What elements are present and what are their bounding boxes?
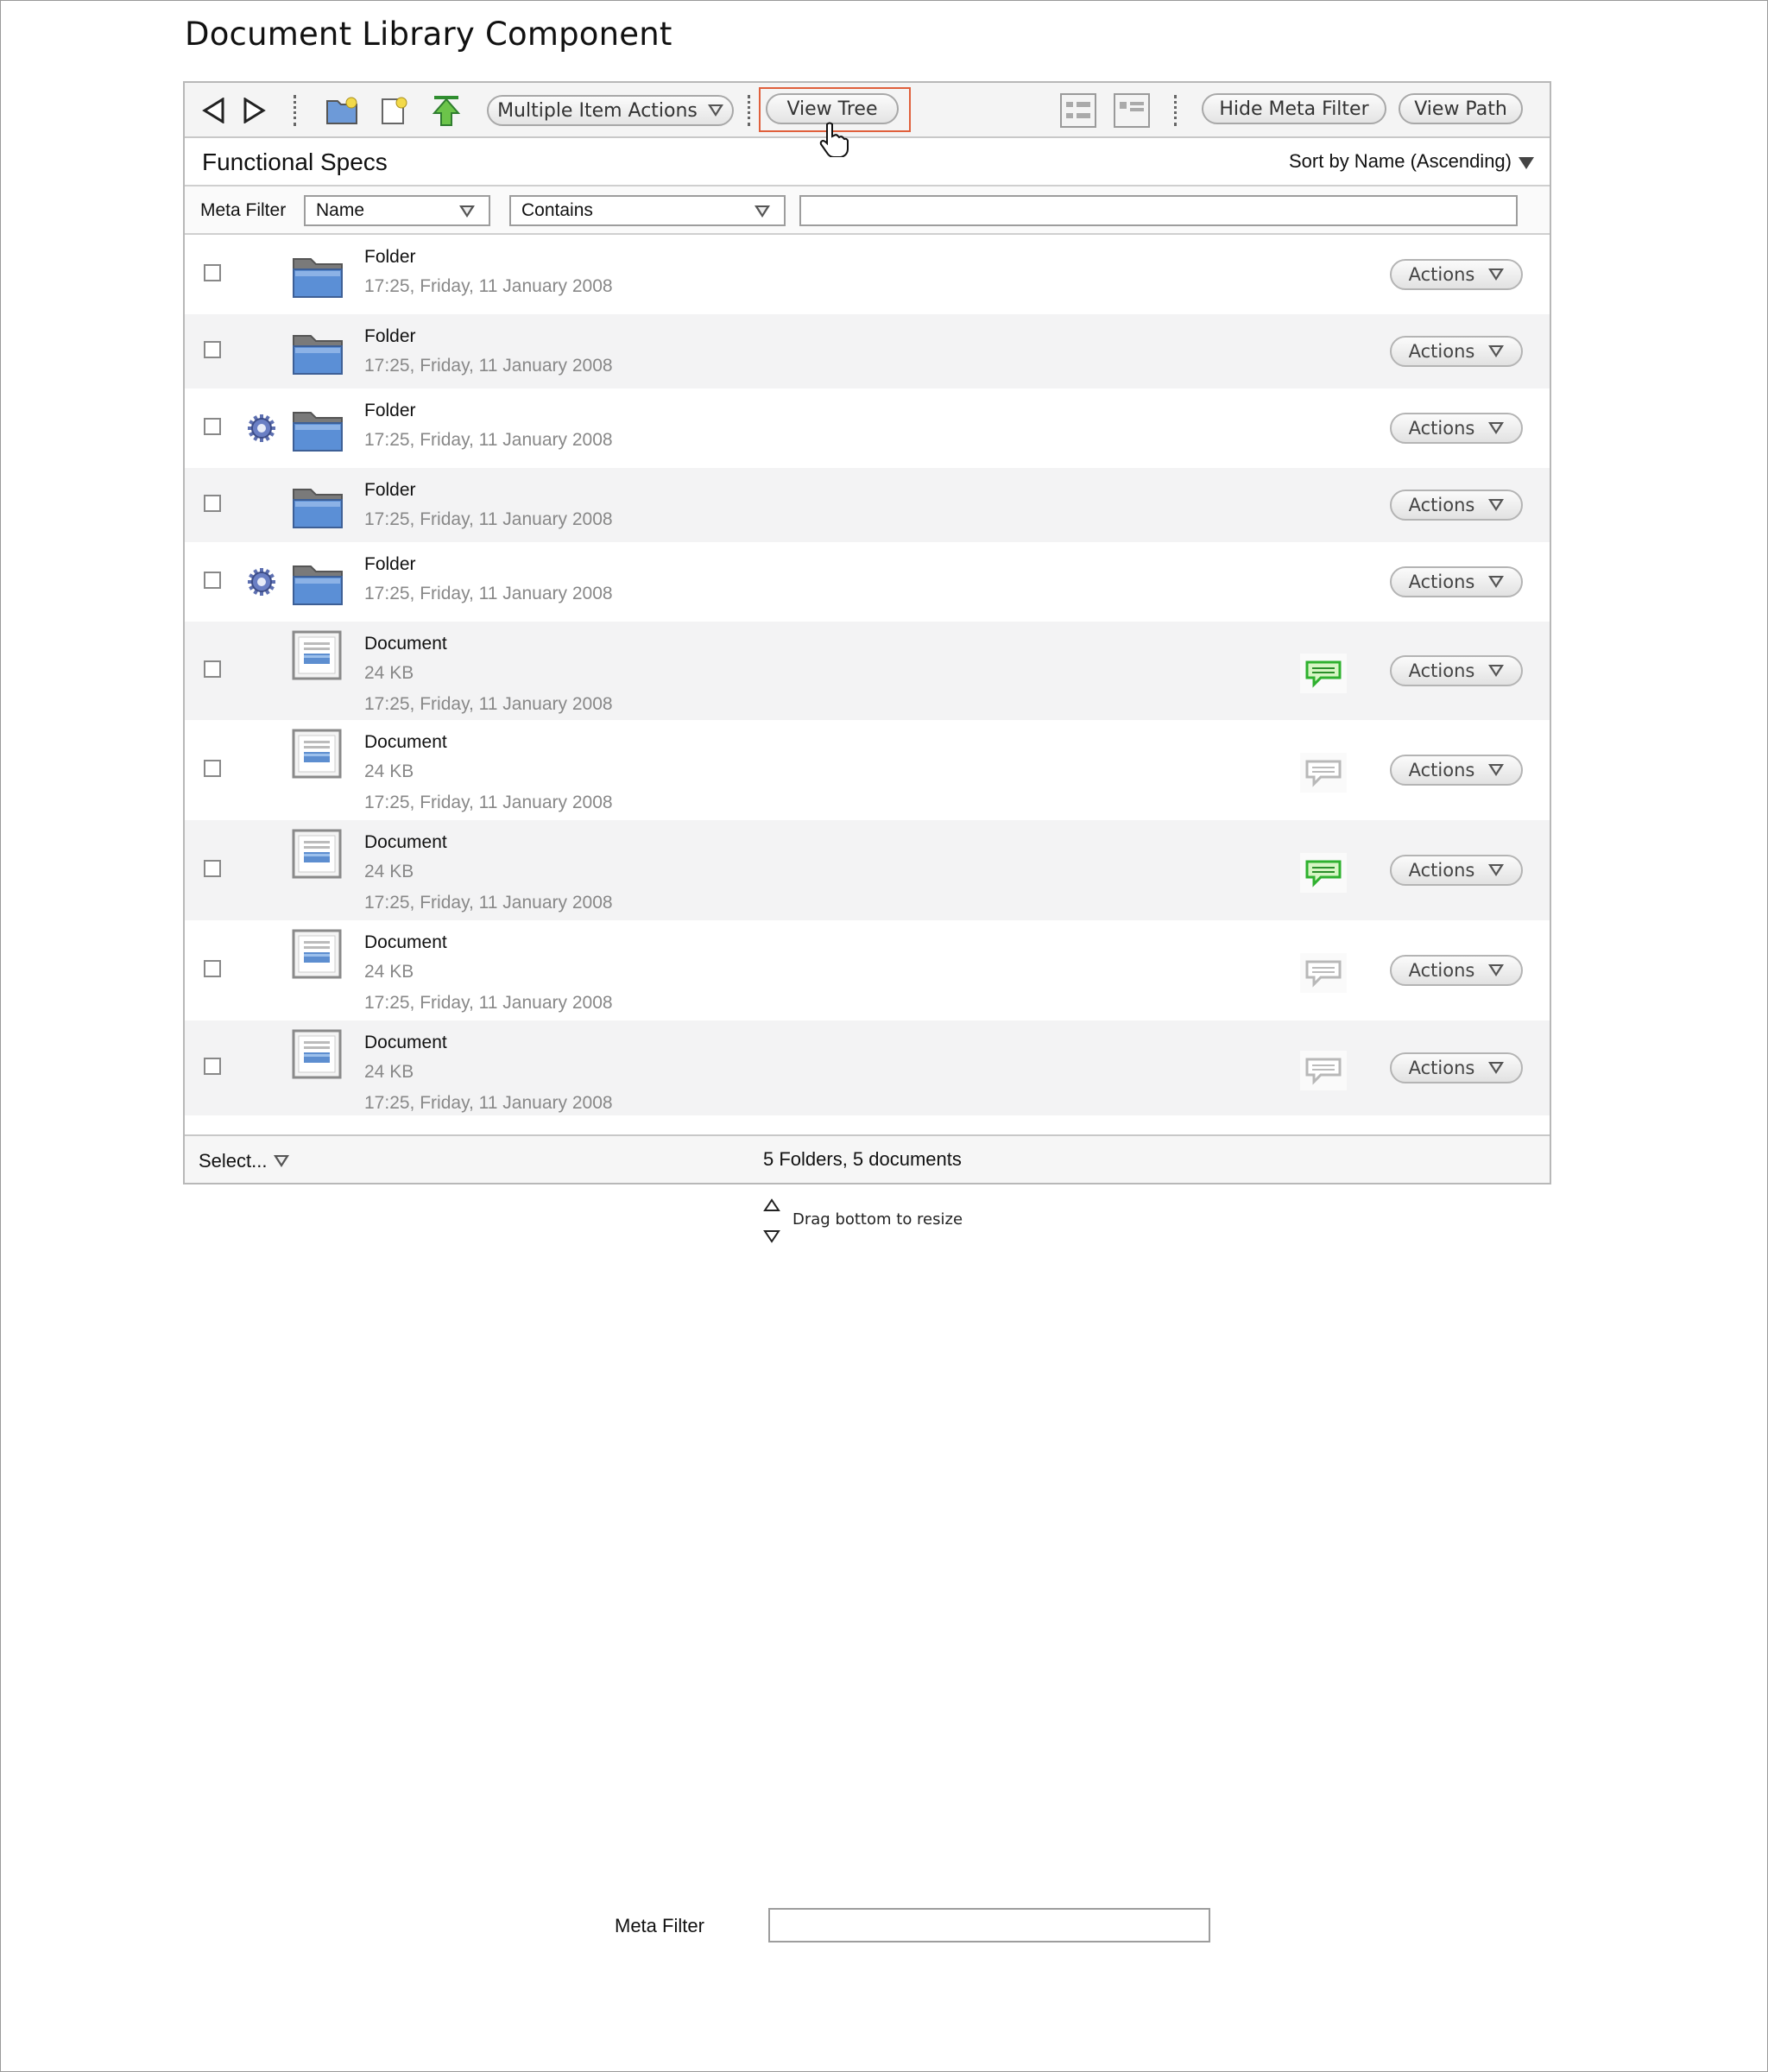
toolbar-separator	[294, 95, 296, 126]
item-name[interactable]: Document	[364, 932, 447, 952]
view-tree-button[interactable]	[766, 93, 899, 124]
chevron-down-icon	[459, 205, 475, 218]
upload-icon[interactable]	[430, 93, 463, 128]
view-path-label: View Path	[1414, 98, 1507, 120]
actions-label: Actions	[1408, 495, 1475, 515]
item-name[interactable]: Folder	[364, 480, 416, 500]
actions-button[interactable]	[1390, 259, 1523, 290]
document-icon[interactable]	[292, 729, 342, 779]
view-path-button[interactable]	[1399, 93, 1523, 124]
actions-label: Actions	[1408, 860, 1475, 881]
actions-button[interactable]	[1390, 755, 1523, 786]
document-row[interactable]	[185, 820, 1550, 920]
folder-row[interactable]	[185, 235, 1550, 314]
item-name[interactable]: Folder	[364, 401, 416, 420]
chevron-down-icon	[1488, 864, 1504, 876]
meta-filter-operator-value: Contains	[521, 200, 593, 220]
gear-icon[interactable]	[247, 414, 276, 443]
document-icon[interactable]	[292, 929, 342, 979]
chevron-down-icon	[1488, 1062, 1504, 1074]
document-icon[interactable]	[292, 630, 342, 680]
actions-label: Actions	[1408, 1058, 1475, 1078]
folder-row[interactable]	[185, 542, 1550, 622]
actions-button[interactable]	[1390, 336, 1523, 367]
chevron-down-icon	[1488, 964, 1504, 976]
multiple-item-actions-label: Multiple Item Actions	[497, 99, 698, 122]
item-name[interactable]: Document	[364, 1033, 447, 1052]
select-menu[interactable]	[199, 1150, 289, 1172]
document-row[interactable]	[185, 920, 1550, 1020]
toolbar-separator	[1174, 95, 1177, 126]
comment-icon[interactable]	[1298, 951, 1348, 995]
hand-cursor-icon	[818, 121, 849, 157]
row-checkbox[interactable]	[204, 760, 221, 777]
item-date: 17:25, Friday, 11 January 2008	[364, 1093, 613, 1113]
actions-button[interactable]	[1390, 566, 1523, 597]
chevron-down-icon	[708, 104, 723, 117]
resize-hint: Drag bottom to resize	[792, 1210, 963, 1229]
actions-label: Actions	[1408, 418, 1475, 439]
item-date: 17:25, Friday, 11 January 2008	[364, 509, 613, 529]
item-date: 17:25, Friday, 11 January 2008	[364, 694, 613, 714]
item-date: 17:25, Friday, 11 January 2008	[364, 584, 613, 603]
chevron-down-icon	[274, 1155, 289, 1167]
hide-meta-filter-label: Hide Meta Filter	[1219, 98, 1369, 120]
chevron-down-icon	[1488, 665, 1504, 677]
view-tree-label: View Tree	[786, 98, 878, 120]
item-size: 24 KB	[364, 663, 414, 683]
actions-button[interactable]	[1390, 955, 1523, 986]
actions-label: Actions	[1408, 660, 1475, 681]
bottom-meta-filter-label: Meta Filter	[615, 1915, 704, 1936]
chevron-down-icon	[755, 205, 770, 218]
meta-filter-search-input[interactable]	[799, 195, 1518, 226]
multiple-item-actions-button[interactable]	[487, 95, 734, 126]
folder-row[interactable]	[185, 468, 1550, 542]
item-size: 24 KB	[364, 1062, 414, 1082]
toolbar	[185, 83, 1550, 138]
folder-icon[interactable]	[290, 327, 345, 377]
chevron-down-icon	[1488, 422, 1504, 434]
folder-title: Functional Specs	[202, 148, 388, 175]
comment-icon[interactable]	[1298, 652, 1348, 695]
row-checkbox[interactable]	[204, 418, 221, 435]
forward-arrow-icon[interactable]	[242, 97, 268, 124]
chevron-down-icon	[1488, 764, 1504, 776]
item-date: 17:25, Friday, 11 January 2008	[364, 430, 613, 450]
row-checkbox[interactable]	[204, 572, 221, 589]
actions-button[interactable]	[1390, 655, 1523, 686]
folder-icon[interactable]	[290, 481, 345, 531]
actions-label: Actions	[1408, 760, 1475, 780]
page-title: Document Library Component	[185, 16, 672, 53]
actions-button[interactable]	[1390, 855, 1523, 886]
row-checkbox[interactable]	[204, 1058, 221, 1075]
sort-dropdown[interactable]: Sort by Name (Ascending)	[1289, 150, 1512, 172]
folder-row[interactable]	[185, 314, 1550, 388]
actions-button[interactable]	[1390, 490, 1523, 521]
item-name[interactable]: Document	[364, 634, 447, 654]
meta-filter-row	[185, 186, 1550, 235]
comment-icon[interactable]	[1298, 851, 1348, 894]
item-size: 24 KB	[364, 862, 414, 881]
actions-label: Actions	[1408, 572, 1475, 592]
gear-icon[interactable]	[247, 567, 276, 597]
meta-filter-label: Meta Filter	[200, 200, 287, 220]
row-checkbox[interactable]	[204, 341, 221, 358]
folder-icon[interactable]	[290, 250, 345, 300]
folder-icon[interactable]	[290, 404, 345, 454]
chevron-down-icon	[1488, 345, 1504, 357]
row-checkbox[interactable]	[204, 960, 221, 977]
folder-row[interactable]	[185, 388, 1550, 468]
actions-label: Actions	[1408, 264, 1475, 285]
bottom-meta-filter-input[interactable]	[768, 1908, 1210, 1942]
item-name[interactable]: Folder	[364, 247, 416, 267]
item-date: 17:25, Friday, 11 January 2008	[364, 276, 613, 296]
item-date: 17:25, Friday, 11 January 2008	[364, 993, 613, 1013]
item-name[interactable]: Document	[364, 732, 447, 752]
item-date: 17:25, Friday, 11 January 2008	[364, 893, 613, 913]
item-date: 17:25, Friday, 11 January 2008	[364, 356, 613, 376]
back-arrow-icon[interactable]	[200, 97, 226, 124]
actions-label: Actions	[1408, 960, 1475, 981]
comment-icon[interactable]	[1298, 1049, 1348, 1092]
view-list-icon[interactable]	[1058, 92, 1098, 130]
folder-header	[185, 138, 1550, 186]
document-row[interactable]	[185, 622, 1550, 720]
document-icon[interactable]	[292, 829, 342, 879]
row-checkbox[interactable]	[204, 660, 221, 678]
chevron-down-icon	[1488, 268, 1504, 281]
view-detail-icon[interactable]	[1112, 92, 1152, 130]
meta-filter-operator-select[interactable]	[509, 195, 786, 226]
document-row[interactable]	[185, 720, 1550, 820]
item-size: 24 KB	[364, 962, 414, 982]
item-name[interactable]: Folder	[364, 554, 416, 574]
chevron-down-icon	[1488, 576, 1504, 588]
item-size: 24 KB	[364, 761, 414, 781]
new-document-icon[interactable]	[378, 95, 409, 126]
list-footer	[185, 1134, 1550, 1183]
folder-icon[interactable]	[290, 558, 345, 608]
chevron-down-icon	[1488, 499, 1504, 511]
new-folder-icon[interactable]	[325, 95, 359, 126]
item-name[interactable]: Folder	[364, 326, 416, 346]
item-count-summary: 5 Folders, 5 documents	[763, 1148, 962, 1170]
hide-meta-filter-button[interactable]	[1202, 93, 1386, 124]
item-date: 17:25, Friday, 11 January 2008	[364, 793, 613, 812]
meta-filter-field-value: Name	[316, 200, 365, 220]
actions-button[interactable]	[1390, 1052, 1523, 1083]
document-library	[183, 81, 1551, 1184]
actions-button[interactable]	[1390, 413, 1523, 444]
document-icon[interactable]	[292, 1029, 342, 1079]
item-name[interactable]: Document	[364, 832, 447, 852]
row-checkbox[interactable]	[204, 860, 221, 877]
row-checkbox[interactable]	[204, 264, 221, 281]
toolbar-separator	[748, 95, 750, 126]
document-row[interactable]	[185, 1020, 1550, 1115]
meta-filter-field-select[interactable]	[304, 195, 490, 226]
resize-handle-icon[interactable]	[763, 1198, 780, 1248]
chevron-down-icon[interactable]	[1519, 157, 1534, 169]
actions-label: Actions	[1408, 341, 1475, 362]
select-menu-label: Select...	[199, 1150, 268, 1172]
comment-icon[interactable]	[1298, 751, 1348, 794]
row-checkbox[interactable]	[204, 495, 221, 512]
